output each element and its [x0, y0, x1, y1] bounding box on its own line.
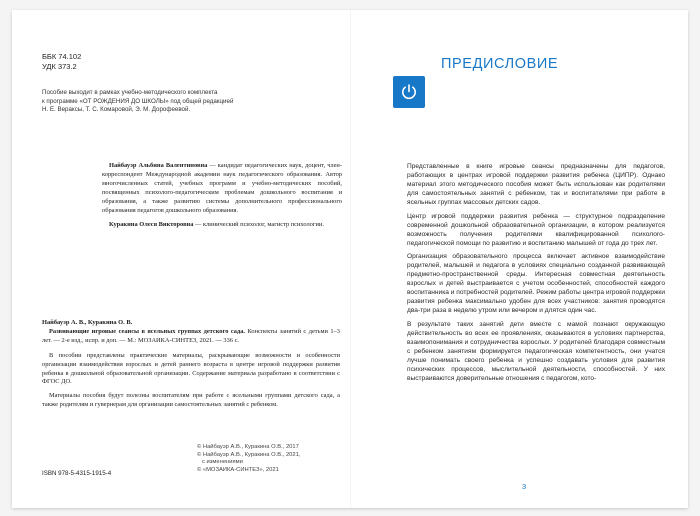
bbk-code: ББК 74.102 [42, 52, 82, 61]
series-note [42, 89, 342, 115]
preface-paragraph: Организация образовательного процесса включает активное взаимодействие родителей, малышей и педагога в условиях специально созданной развивающей предметно-пространственной среды. Интересная совместная деятельность взрослых и детей выстраивается с учетом особенностей, способностей каждого воспитанника и потребностей родителей. Режим работы центра игровой поддержки развития ребенка максимально удобен для всех участников: занятия проводятся два-три раза в неделю утром или вечером и длятся один час. [407, 253, 665, 314]
copyright-line: © Найбауэр А.В., Куракина О.В., 2021, [197, 451, 301, 458]
author-name: Куракина Олеся Викторовна [109, 221, 194, 229]
page-number: 3 [522, 482, 527, 491]
biblio-description [42, 328, 340, 346]
power-icon [393, 76, 425, 108]
series-note-line: Н. Е. Вераксы, Т. С. Комаровой, Э. М. Дорофеевой. [42, 106, 191, 114]
copyright-line: © «МОЗАИКА-СИНТЕЗ», 2021 [197, 466, 279, 473]
udk-code: УДК 373.2 [42, 62, 77, 71]
preface-paragraph: Центр игровой поддержки развития ребенка — структурное подразделение современной дошкольной образовательной организации, в котором реализуется возможность получения родителями квалифицированной психолого-педагогической помощи по развитию и воспитанию малышей от года до трех лет. [407, 212, 665, 247]
classification-codes [42, 52, 81, 72]
author-entry [102, 162, 342, 215]
isbn: ISBN 978-5-4315-1915-4 [42, 470, 112, 477]
annotation-paragraph: В пособии представлены практические материалы, раскрывающие возможности и особенности организации взаимодействия взрослых и детей раннего возраста в центре игровой поддержки развития ребенка в дошкольной образовательной организации. Содержание материала разработано в соответствии с ФГОС ДО. [42, 351, 340, 386]
author-bio: — кандидат педагогических наук, доцент, член-корреспондент Международной академии наук педагогического образования. Автор многочисленных статей, учебных программ и учебно-методических пособий, посвященных психолого-педагогическим проблемам дошкольного воспитания и образования, а также развитию системы дополнительного профессионального образования педагогов дошкольного образования. [102, 162, 342, 214]
preface-body [407, 162, 665, 387]
author-entry [102, 221, 342, 230]
annotation-paragraph: Материалы пособия будут полезны воспитателям при работе с ясельными группами детского сада, а также родителям и гувернерам для организации самостоятельных занятий с ребенком. [42, 392, 340, 409]
series-note-line: к программе «ОТ РОЖДЕНИЯ ДО ШКОЛЫ» под общей редакцией [42, 97, 234, 105]
chapter-heading: ПРЕДИСЛОВИЕ [441, 56, 559, 72]
biblio-details: Конспекты занятий с детьми 1–3 лет. — 2-е изд., испр. и доп. — М.: МОЗАИКА-СИНТЕЗ, 2021. — 336 с. [42, 327, 340, 344]
series-note-line: Пособие выходит в рамках учебно-методического комплекта [42, 89, 218, 96]
copyright-block [197, 444, 347, 474]
author-name: Найбауэр Альбина Валентиновна [109, 162, 208, 169]
bibliographic-record [42, 319, 340, 415]
author-bio: — клинический психолог, магистр психологии. [193, 221, 324, 229]
biblio-header: Найбауэр А. В., Куракина О. В. [42, 319, 133, 326]
copyright-line: с изменениями [202, 459, 243, 466]
left-page [12, 10, 350, 508]
book-spread [12, 10, 688, 508]
biblio-title: Развивающие игровые сеансы в ясельных группах детского сада. [49, 327, 246, 335]
copyright-line: © Найбауэр А.В., Куракина О.В., 2017 [197, 444, 299, 450]
preface-paragraph: В результате таких занятий дети вместе с мамой познают окружающую действительность во всех ее проявлениях, оказываются в условиях партнерства, взаимопонимания и сотрудничества взрослых. У родителей благодаря совместным с ребенком занятиям формируется педагогическая компетентность, они учатся лучше понимать своего ребенка и успешно создавать условия для развития психических процессов, мыслительной деятельности, способностей. У них выстраиваются доверительные отношения с педагогом, кото- [407, 320, 665, 382]
preface-paragraph: Представленные в книге игровые сеансы предназначены для педагогов, работающих в центрах игровой поддержки развития ребенка (ЦИПР). Однако материал этого методического пособия может быть использован как родителями для самостоятельных занятий с ребенком, так и воспитателями при работе в ясельных группах массовых детских садов. [407, 163, 665, 206]
right-page [351, 10, 688, 508]
author-info [102, 162, 342, 236]
